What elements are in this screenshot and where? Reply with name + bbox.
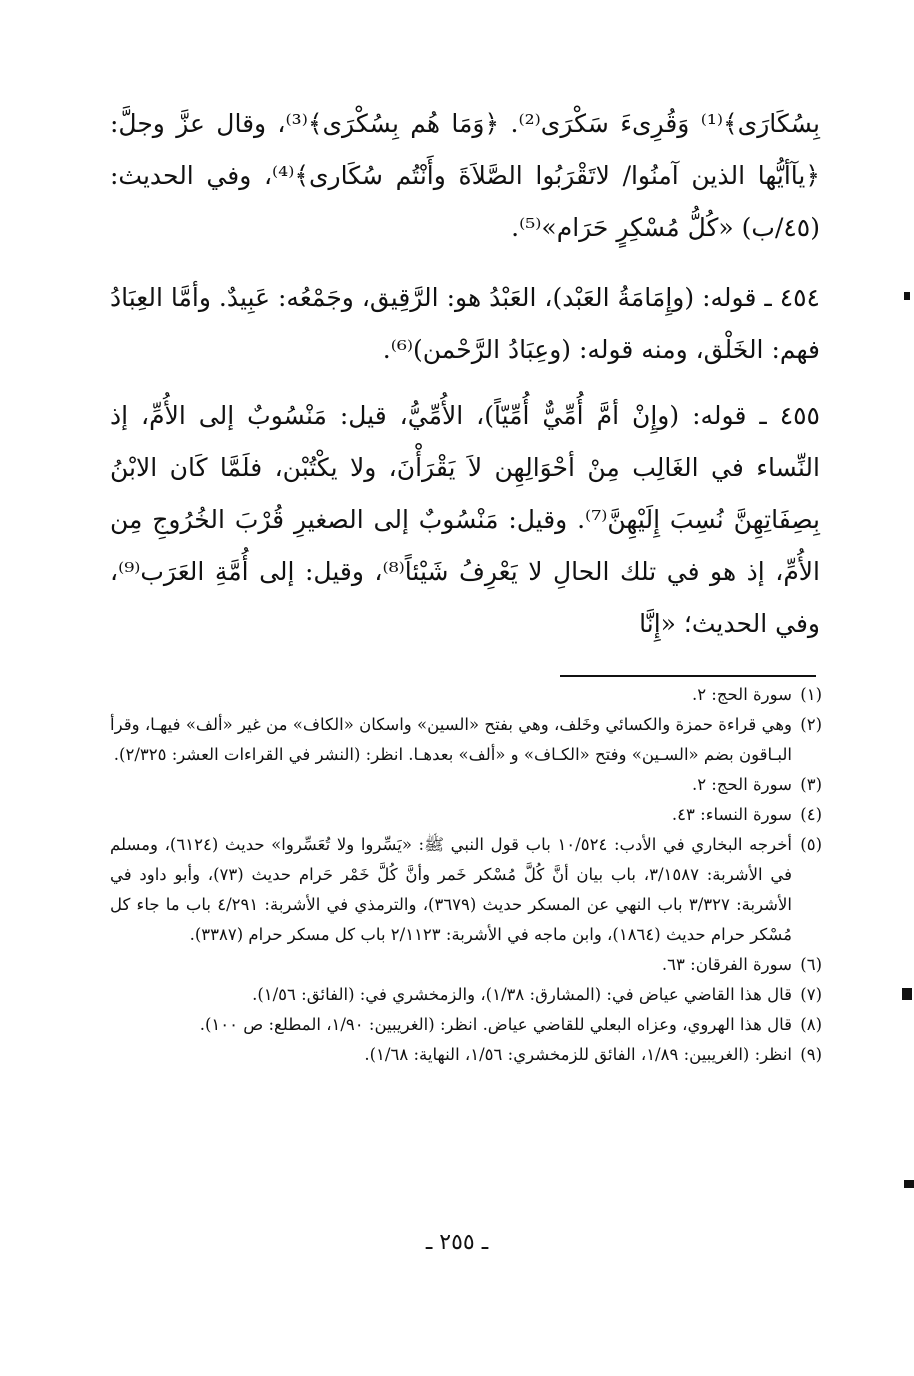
footnote-number: (٩) xyxy=(800,1045,822,1064)
footnote-7 xyxy=(110,980,822,1010)
footnote-number: (٣) xyxy=(800,775,822,794)
footnote-number: (٧) xyxy=(800,985,822,1004)
main-text xyxy=(110,98,820,664)
footnote-text: قال هذا الهروي، وعزاه البعلي للقاضي عياض. انظر: (الغريبين: ١/٩٠، المطلع: ص ١٠٠). xyxy=(199,1015,792,1034)
footnote-number: (٨) xyxy=(800,1015,822,1034)
page-number: ـ ٢٥٥ ـ xyxy=(425,1230,489,1255)
footnote-separator xyxy=(560,675,816,677)
footnote-1 xyxy=(110,680,822,710)
footnote-5 xyxy=(110,830,822,950)
footnote-text: وهي قراءة حمزة والكسائي وخَلف، وهي بفتح «السين» واسكان «الكاف» من غير «ألف» فيهـا، وقرأ البـاقون بضم «السـين» وفتح «الكـاف» و «ألف» بعدهـا. انظر: (النشر في القراءات العشر: ٢/٣٢٥). xyxy=(110,715,792,764)
footnote-text: انظر: (الغريبين: ١/٨٩، الفائق للزمخشري: ١/٥٦، النهاية: ١/٦٨). xyxy=(364,1045,792,1064)
scan-mark xyxy=(902,988,912,1000)
footnote-3 xyxy=(110,770,822,800)
footnotes xyxy=(110,680,822,1070)
footnote-number: (٦) xyxy=(800,955,822,974)
footnote-number: (٢) xyxy=(800,715,822,734)
scan-mark xyxy=(904,1180,914,1188)
footnote-9 xyxy=(110,1040,822,1070)
footnote-number: (٤) xyxy=(800,805,822,824)
footnote-2 xyxy=(110,710,822,770)
scan-mark xyxy=(904,292,910,300)
paragraph-1: بِسُكَارَى﴾⁽¹⁾ وَقُرِىءَ سَكْرَى⁽²⁾. ﴿وَمَا هُم بِسُكْرَى﴾⁽³⁾، وقال عزَّ وجلَّ: ﴿يآأيُّها الذين آمنُوا/ لاتَقْرَبُوا الصَّلاَةَ وأَنْتُم سُكَارى﴾⁽⁴⁾، وفي الحديث: (٤٥/ب) «كُلُّ مُسْكِرٍ حَرَام»⁽⁵⁾. xyxy=(110,109,821,242)
footnote-number: (٥) xyxy=(800,835,822,854)
footnote-text: سورة الفرقان: ٦٣. xyxy=(661,955,792,974)
footnote-4 xyxy=(110,800,822,830)
footnote-number: (١) xyxy=(800,685,822,704)
footnote-text: سورة الحج: ٢. xyxy=(691,775,792,794)
paragraph-454: ٤٥٤ ـ قوله: (وإِمَامَةُ العَبْد)، العَبْدُ هو: الرَّقِيق، وجَمْعُه: عَبِيدٌ. وأمَّا العِبَادُ فهم: الخَلْق، ومنه قوله: (وعِبَادُ الرَّحْمن)⁽⁶⁾. xyxy=(110,283,820,364)
footnote-text: سورة الحج: ٢. xyxy=(691,685,792,704)
footnote-6 xyxy=(110,950,822,980)
footnote-text: سورة النساء: ٤٣. xyxy=(671,805,792,824)
footnote-8 xyxy=(110,1010,822,1040)
footnote-text: أخرجه البخاري في الأدب: ١٠/٥٢٤ باب قول النبي ﷺ: «يَسِّروا ولا تُعَسِّروا» حديث (٦١٢٤)، ومسلم في الأشربة: ٣/١٥٨٧، باب بيان أنَّ كُلَّ مُسْكر خَمر وأنَّ كُلَّ خَمْر حَرام حديث (٧٣)، وأبو داود في الأشربة: ٣/٣٢٧ باب النهي عن المسكر حديث (٣٦٧٩)، والترمذي في الأشربة: ٤/٢٩١ باب ما جاء كل مُسْكر حرام حديث (١٨٦٤)، وابن ماجه في الأشربة: ٢/١١٢٣ باب كل مسكر حرام (٣٣٨٧). xyxy=(110,835,792,944)
paragraph-455: ٤٥٥ ـ قوله: (وإِنْ أمَّ أُمِّيٌّ أُمِّيّاً)، الأُمِّيُّ، قيل: مَنْسُوبٌ إلى الأُمِّ، إذ النِّساء في الغَالِب مِنْ أحْوَالِهِن لاَ يَقْرَأْنَ، ولا يكْتُبْن، فلَمَّا كَان الابْنُ بِصِفَاتِهِنَّ نُسِبَ إِلَيْهِنَّ⁽⁷⁾. وقيل: مَنْسُوبٌ إلى الصغيرِ قُرْبَ الخُرُوجِ مِن الأُمِّ، إذ هو في تلك الحالِ لا يَعْرِفُ شَيْئاً⁽⁸⁾، وقيل: إلى أُمَّةِ العَرَب⁽⁹⁾، وفي الحديث؛ «إِنَّا xyxy=(110,401,820,638)
footnote-text: قال هذا القاضي عياض في: (المشارق: ١/٣٨)، والزمخشري في: (الفائق: ١/٥٦). xyxy=(252,985,792,1004)
